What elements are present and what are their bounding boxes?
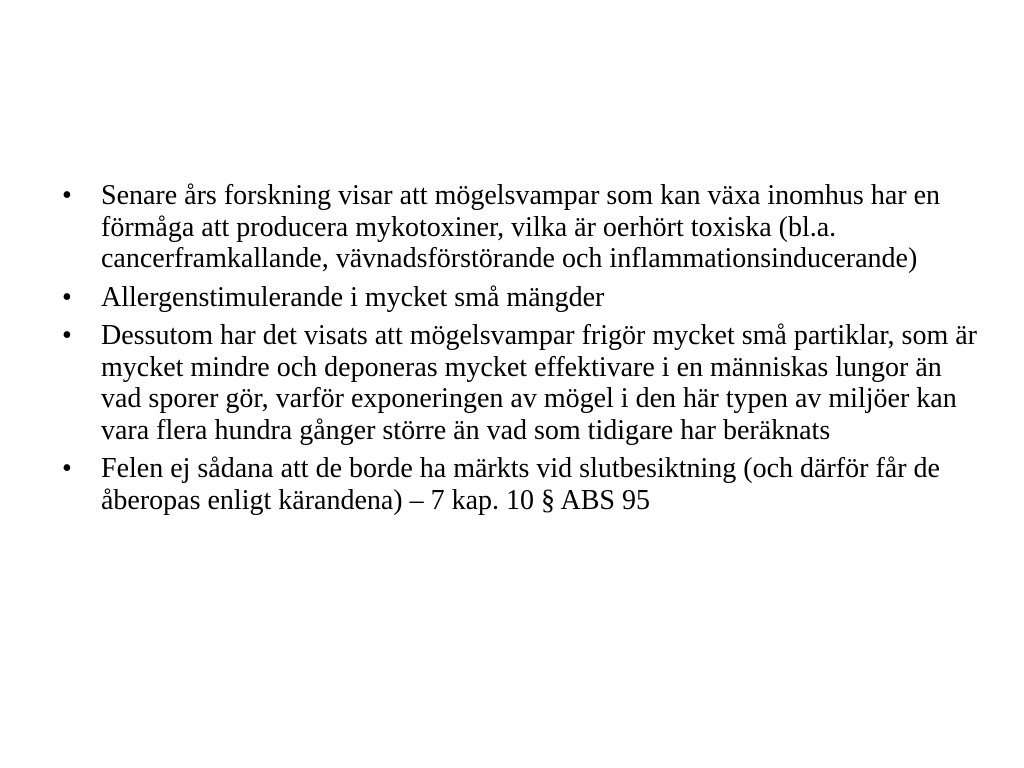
- bullet-item: [62, 180, 982, 275]
- bullet-item: [62, 453, 982, 516]
- bullet-text: Senare års forskning visar att mögelsvampar som kan växa inomhus har en förmåga att producera mykotoxiner, vilka är oerhört toxiska (bl.a. cancerframkallande, vävnadsförstörande och inflammationsinducerande): [101, 180, 941, 274]
- bullet-item: [62, 320, 982, 446]
- bullet-icon: •: [62, 453, 72, 484]
- bullet-list: [62, 180, 982, 523]
- bullet-text: Allergenstimulerande i mycket små mängder: [101, 281, 605, 313]
- bullet-icon: •: [62, 281, 72, 313]
- bullet-text: Felen ej sådana att de borde ha märkts vid slutbesiktning (och därför får de åberopas enligt kärandena) – 7 kap. 10 § ABS 95: [101, 453, 940, 516]
- bullet-icon: •: [62, 320, 72, 351]
- bullet-icon: •: [62, 180, 72, 211]
- bullet-text: Dessutom har det visats att mögelsvampar frigör mycket små partiklar, som är mycket mindre och deponeras mycket effektivare i en människas lungor än vad sporer gör, varför exponeringen av mögel i den här typen av miljöer kan vara flera hundra gånger större än vad som tidigare har beräknats: [101, 320, 977, 446]
- bullet-item: [62, 282, 982, 314]
